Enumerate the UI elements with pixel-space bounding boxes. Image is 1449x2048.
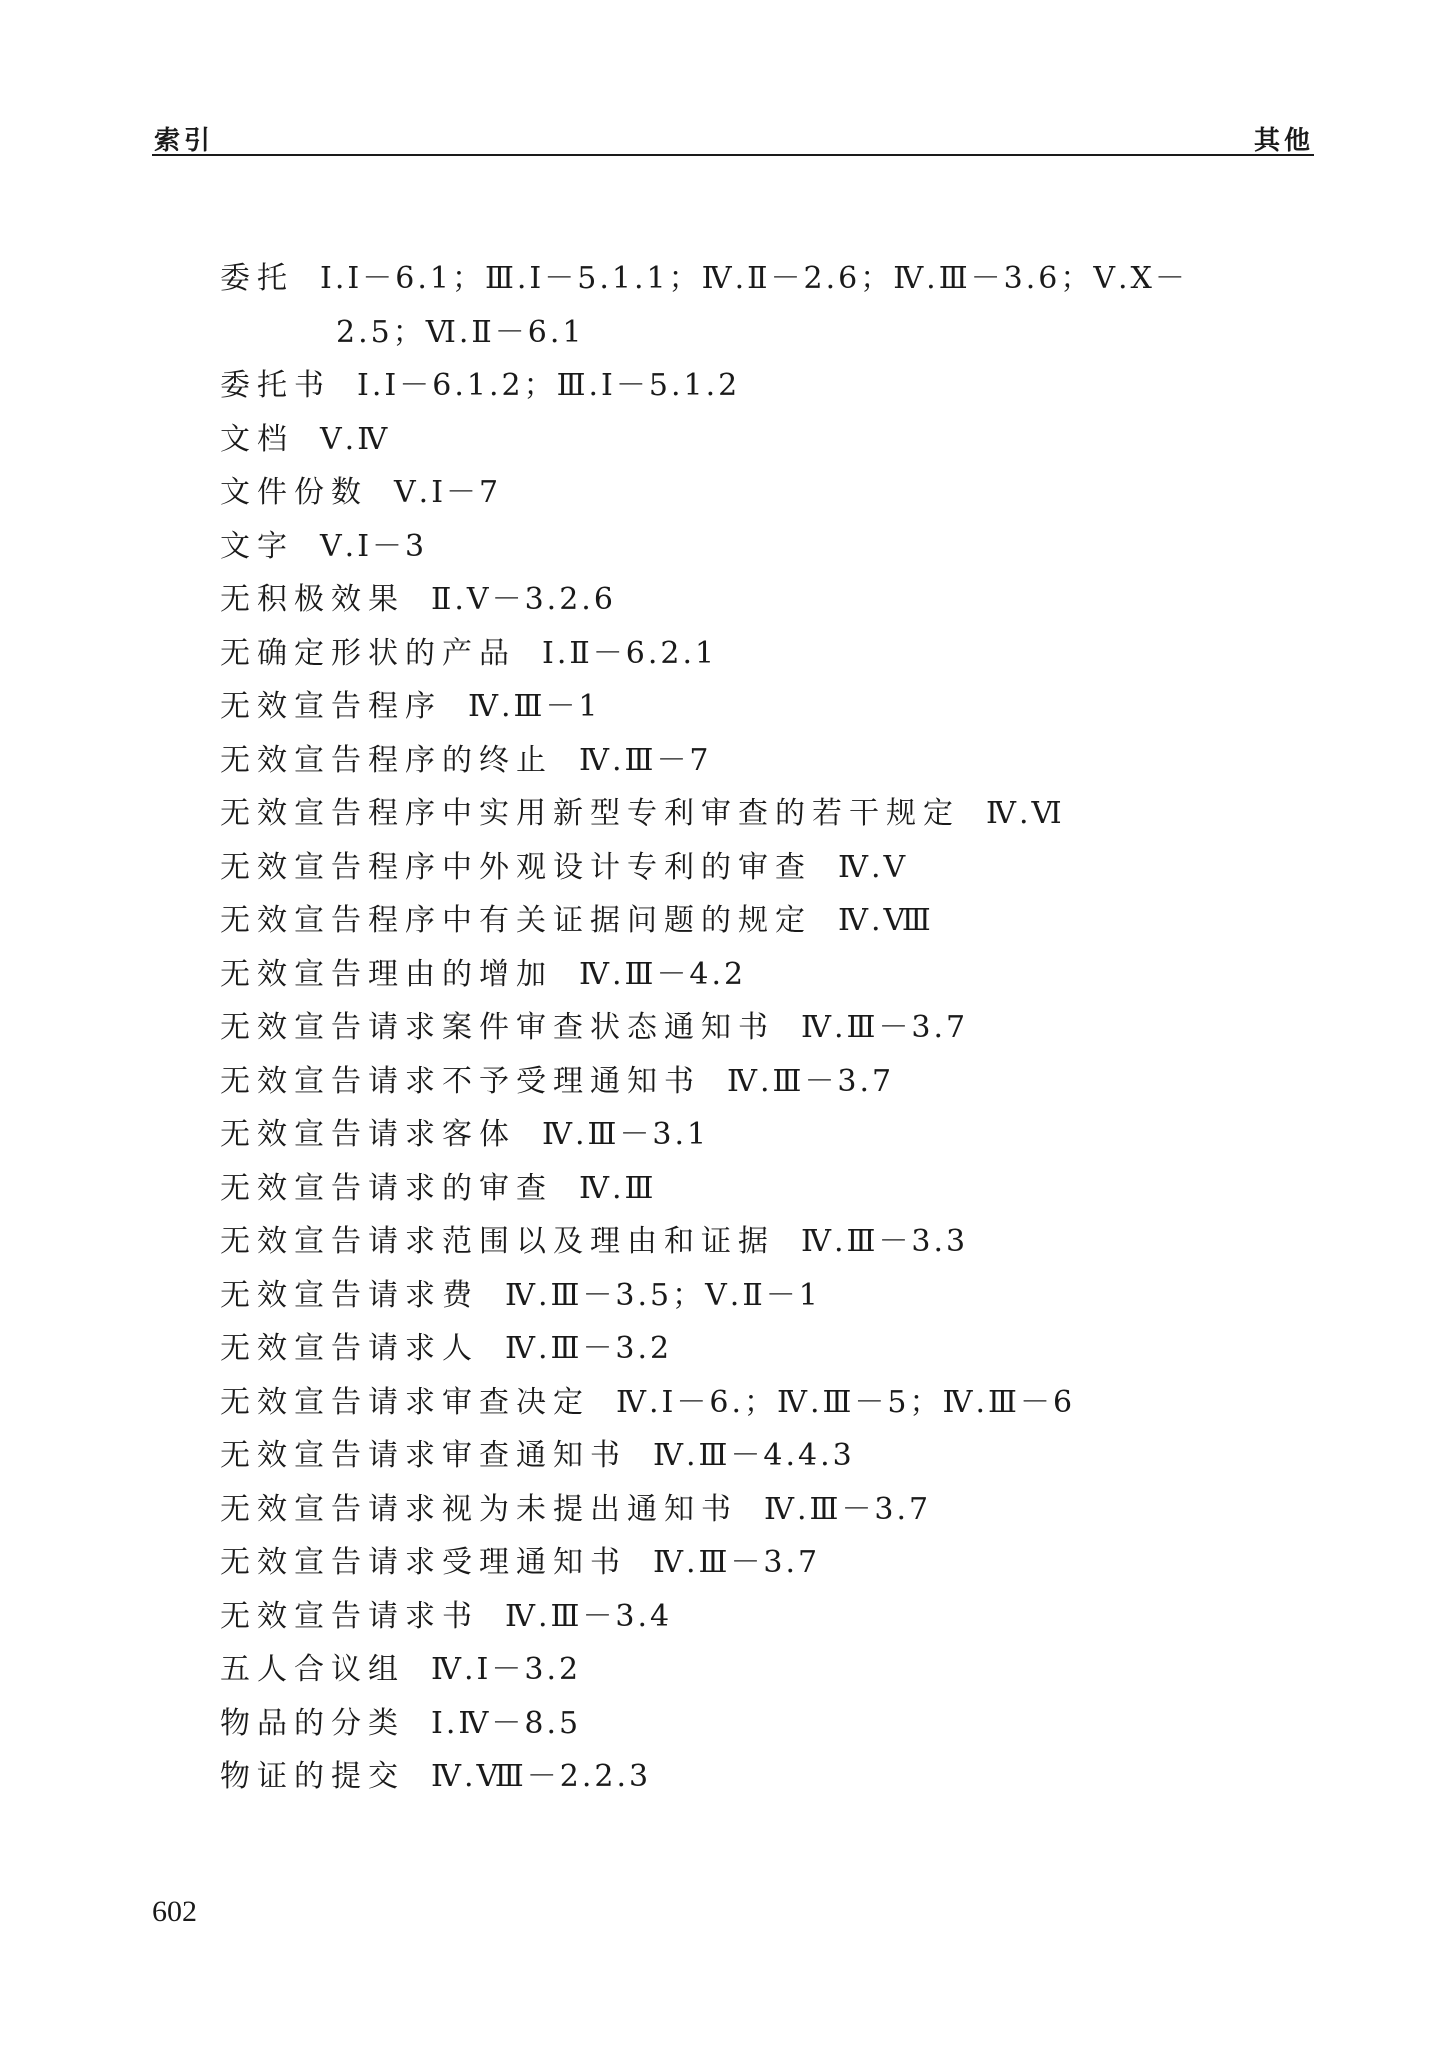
running-header (152, 118, 1314, 156)
index-entry (220, 948, 1300, 1002)
index-term: 无效宣告程序 (220, 689, 442, 724)
index-reference: Ⅰ.Ⅳ－8.5 (431, 1705, 582, 1741)
index-reference: Ⅳ.Ⅲ－3.1 (542, 1117, 710, 1152)
index-entry (220, 573, 1300, 627)
index-reference: Ⅳ.Ⅴ (838, 849, 909, 885)
index-entry (220, 1590, 1300, 1644)
index-term: 无效宣告请求的审查 (220, 1170, 553, 1206)
index-term: 无效宣告请求客体 (220, 1117, 516, 1152)
index-entry (220, 1162, 1300, 1216)
index-term: 文字 (220, 528, 294, 564)
index-reference: Ⅳ.Ⅲ－1 (468, 689, 601, 724)
index-entry (220, 359, 1300, 413)
index-entry (220, 520, 1300, 574)
index-term: 无效宣告请求不予受理通知书 (220, 1063, 701, 1099)
index-term: 无效宣告请求范围以及理由和证据 (220, 1224, 775, 1259)
index-entry (220, 1215, 1300, 1269)
index-term: 无效宣告请求视为未提出通知书 (220, 1491, 738, 1527)
index-reference: Ⅳ.Ⅲ－3.4 (505, 1598, 673, 1634)
index-entry (220, 1108, 1300, 1162)
index-term: 无效宣告程序中实用新型专利审查的若干规定 (220, 796, 960, 831)
index-reference: Ⅳ.Ⅲ－4.4.3 (653, 1438, 855, 1473)
index-entry (220, 413, 1300, 467)
index-entry (220, 1750, 1300, 1804)
index-reference: Ⅳ.Ⅲ－3.7 (727, 1063, 895, 1099)
page-number: 602 (152, 1895, 197, 1928)
index-reference: Ⅱ.Ⅴ－3.2.6 (431, 582, 616, 617)
index-term: 无确定形状的产品 (220, 635, 516, 671)
index-reference: Ⅳ.Ⅲ－3.2 (505, 1331, 673, 1366)
index-reference: Ⅳ.Ⅵ (986, 796, 1065, 831)
index-entry (220, 627, 1300, 681)
index-reference: Ⅰ.Ⅱ－6.2.1 (542, 635, 718, 671)
index-term: 无效宣告请求审查通知书 (220, 1438, 627, 1473)
index-reference: Ⅳ.Ⅲ (579, 1170, 657, 1206)
index-entry (220, 1001, 1300, 1055)
index-entry (220, 1536, 1300, 1590)
index-reference: Ⅳ.Ⅷ (838, 903, 934, 938)
index-term: 无效宣告程序中有关证据问题的规定 (220, 903, 812, 938)
index-entry (220, 1322, 1300, 1376)
index-term: 物证的提交 (220, 1759, 405, 1794)
index-entry (220, 787, 1300, 841)
index-term: 无积极效果 (220, 582, 405, 617)
index-reference: Ⅰ.Ⅰ－6.1；Ⅲ.Ⅰ－5.1.1；Ⅳ.Ⅱ－2.6；Ⅳ.Ⅲ－3.6；Ⅴ.Ⅹ－ (320, 261, 1188, 296)
index-entry (220, 1697, 1300, 1751)
index-reference: Ⅳ.Ⅲ－4.2 (579, 956, 747, 992)
index-entry (220, 1429, 1300, 1483)
index-entry (220, 1376, 1300, 1430)
index-reference: Ⅳ.Ⅲ－3.7 (653, 1545, 821, 1580)
index-entry (220, 1055, 1300, 1109)
index-term: 委托 (220, 261, 294, 296)
index-term: 委托书 (220, 368, 331, 403)
index-reference: Ⅳ.Ⅷ－2.2.3 (431, 1759, 652, 1794)
index-term: 无效宣告程序的终止 (220, 742, 553, 778)
index-reference: Ⅴ.Ⅳ (320, 421, 391, 457)
index-term: 物品的分类 (220, 1705, 405, 1741)
index-term: 无效宣告理由的增加 (220, 956, 553, 992)
index-entry (220, 252, 1300, 359)
header-chapter-title: 其他 (1253, 126, 1314, 156)
index-reference: Ⅳ.Ⅰ－6.；Ⅳ.Ⅲ－5；Ⅳ.Ⅲ－6 (616, 1384, 1076, 1420)
index-term: 无效宣告请求审查决定 (220, 1384, 590, 1420)
header-section-title: 索引 (154, 126, 215, 156)
index-reference: Ⅳ.Ⅲ－3.7 (801, 1010, 969, 1045)
index-term: 无效宣告请求人 (220, 1331, 479, 1366)
index-term: 文档 (220, 421, 294, 457)
index-entry (220, 680, 1300, 734)
index-reference: Ⅴ.Ⅰ－7 (394, 475, 502, 510)
index-reference: Ⅰ.Ⅰ－6.1.2；Ⅲ.Ⅰ－5.1.2 (357, 368, 741, 403)
index-entry-list (220, 252, 1300, 1804)
index-term: 无效宣告请求案件审查状态通知书 (220, 1010, 775, 1045)
index-entry (220, 1483, 1300, 1537)
index-entry (220, 894, 1300, 948)
index-term: 无效宣告请求费 (220, 1277, 479, 1313)
index-term: 五人合议组 (220, 1652, 405, 1687)
index-reference: Ⅳ.Ⅲ－3.5；Ⅴ.Ⅱ－1 (505, 1277, 821, 1313)
index-reference-continued: 2.5；Ⅵ.Ⅱ－6.1 (336, 314, 585, 350)
index-entry (220, 734, 1300, 788)
index-entry (220, 841, 1300, 895)
index-reference: Ⅳ.Ⅲ－3.7 (764, 1491, 932, 1527)
index-term: 文件份数 (220, 475, 368, 510)
index-reference: Ⅳ.Ⅲ－7 (579, 742, 712, 778)
index-term: 无效宣告请求受理通知书 (220, 1545, 627, 1580)
index-term: 无效宣告程序中外观设计专利的审查 (220, 849, 812, 885)
index-entry (220, 1643, 1300, 1697)
index-entry (220, 466, 1300, 520)
index-entry (220, 1269, 1300, 1323)
index-term: 无效宣告请求书 (220, 1598, 479, 1634)
index-reference: Ⅳ.Ⅰ－3.2 (431, 1652, 582, 1687)
index-reference: Ⅳ.Ⅲ－3.3 (801, 1224, 969, 1259)
index-reference: Ⅴ.Ⅰ－3 (320, 528, 428, 564)
